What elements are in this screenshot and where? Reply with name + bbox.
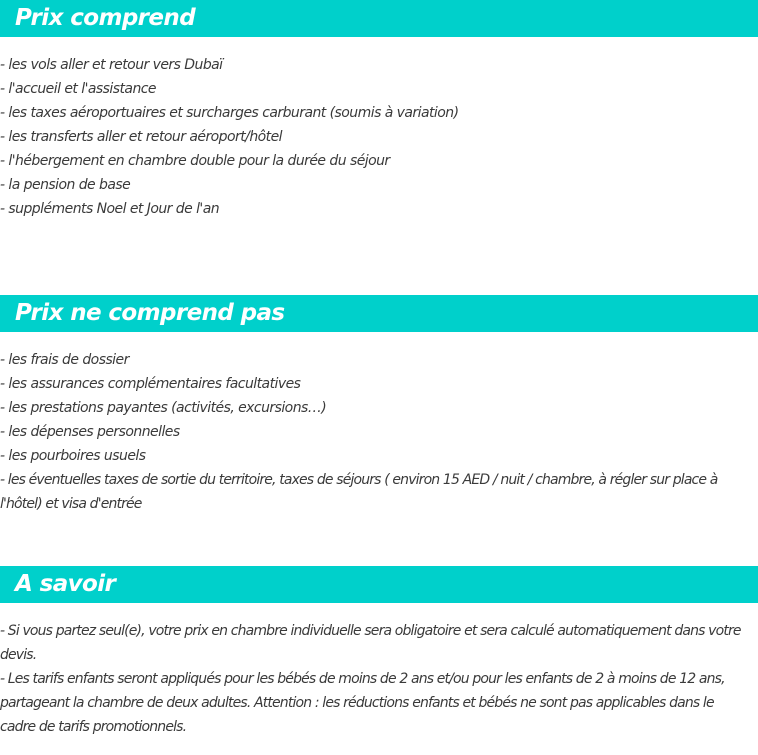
list-item: - la pension de base <box>0 177 131 193</box>
list-item: - les prestations payantes (activités, excursions…) <box>0 400 327 416</box>
section-prix-ne-comprend-pas <box>0 295 758 516</box>
list-item: - les pourboires usuels <box>0 448 146 464</box>
section-body <box>0 332 758 516</box>
list-item: - les éventuelles taxes de sortie du territoire, taxes de séjours ( environ 15 AED / nuit / chambre, à régler sur place à l'hôtel) et visa d'entrée <box>0 472 718 512</box>
list-item: - les transferts aller et retour aéroport/hôtel <box>0 129 283 145</box>
section-header <box>0 566 758 603</box>
section-header <box>0 0 758 37</box>
list-item: - les vols aller et retour vers Dubaï <box>0 57 223 73</box>
section-title: Prix comprend <box>15 5 196 31</box>
section-title: Prix ne comprend pas <box>15 300 285 326</box>
section-prix-comprend <box>0 0 758 221</box>
list-item: - l'hébergement en chambre double pour la durée du séjour <box>0 153 390 169</box>
list-item: - les taxes aéroportuaires et surcharges carburant (soumis à variation) <box>0 105 459 121</box>
list-item: - les frais de dossier <box>0 352 129 368</box>
list-item: - suppléments Noel et Jour de l'an <box>0 201 220 217</box>
section-body <box>0 37 758 221</box>
section-a-savoir <box>0 566 758 739</box>
section-title: A savoir <box>15 571 116 597</box>
list-item: - les assurances complémentaires facultatives <box>0 376 301 392</box>
section-body <box>0 603 758 739</box>
list-item: - Les tarifs enfants seront appliqués pour les bébés de moins de 2 ans et/ou pour les enfants de 2 à moins de 12 ans, partageant la chambre de deux adultes. Attention : les réductions enfants et bébés ne sont pas applicables dans le cadre de tarifs promotionnels. <box>0 671 725 735</box>
list-item: - les dépenses personnelles <box>0 424 180 440</box>
section-header <box>0 295 758 332</box>
list-item: - l'accueil et l'assistance <box>0 81 156 97</box>
list-item: - Si vous partez seul(e), votre prix en chambre individuelle sera obligatoire et sera calculé automatiquement dans votre devis. <box>0 623 741 663</box>
